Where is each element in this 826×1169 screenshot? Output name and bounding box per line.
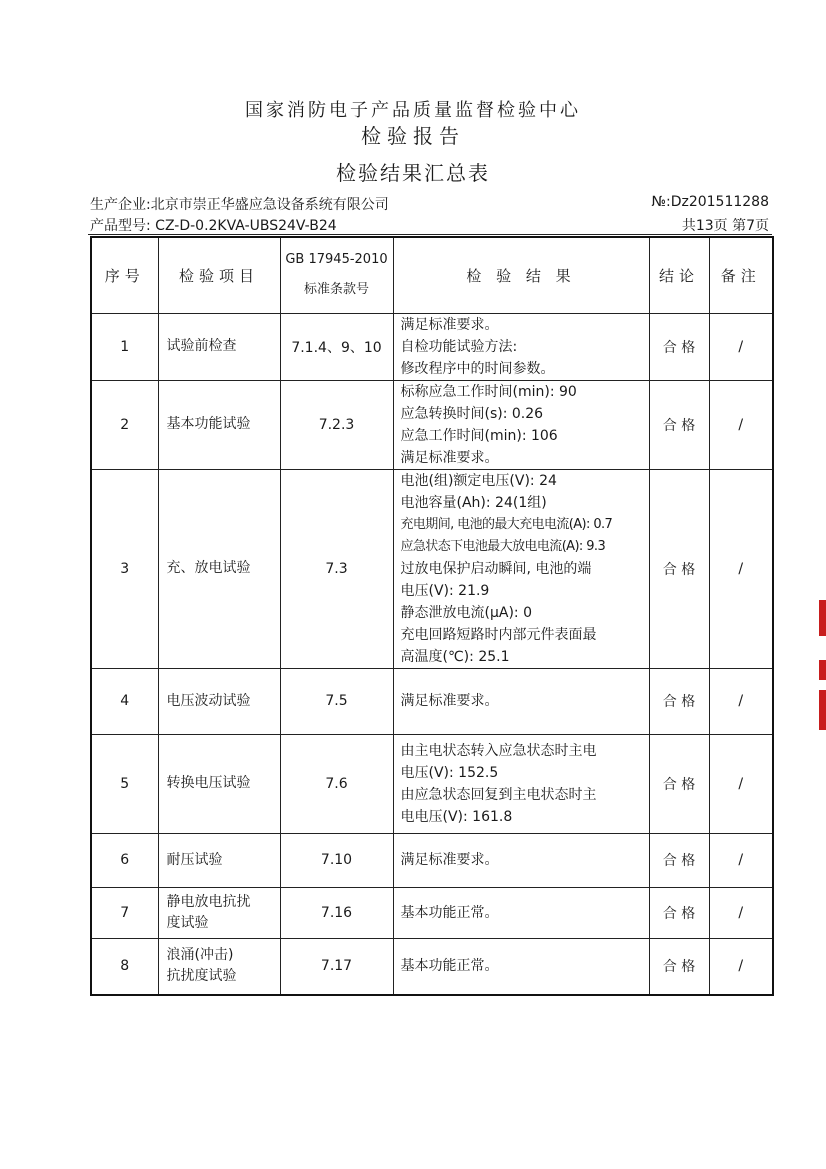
table-row: [91, 734, 773, 833]
cell-remark: /: [709, 380, 773, 469]
header-divider: [88, 234, 772, 235]
result-line: 电压(V): 152.5: [400, 764, 499, 781]
result-line: 满足标准要求。: [400, 852, 499, 868]
cell-item: [158, 380, 280, 469]
cell-conclusion: 合 格: [649, 380, 709, 469]
result-line: 电池容量(Ah): 24(1组): [400, 494, 547, 511]
cell-seq: 5: [91, 734, 158, 833]
cell-seq: 1: [91, 313, 158, 380]
result-line: 电池(组)额定电压(V): 24: [400, 472, 557, 489]
item-line: 抗扰度试验: [166, 968, 237, 985]
cell-remark: /: [709, 668, 773, 734]
result-line: 由主电状态转入应急状态时主电: [400, 742, 597, 759]
cell-item: [158, 887, 280, 938]
cell-item: [158, 313, 280, 380]
report-number: №:Dz201511288: [651, 194, 769, 210]
cell-result: [393, 887, 649, 938]
cell-conclusion: 合 格: [649, 313, 709, 380]
table-row: [91, 380, 773, 469]
cell-result: [393, 313, 649, 380]
header-result: 检 验 结 果: [393, 237, 649, 313]
result-line: 修改程序中的时间参数。: [400, 360, 555, 377]
cell-item: [158, 734, 280, 833]
cell-seq: 2: [91, 380, 158, 469]
cell-standard: 7.5: [280, 668, 393, 734]
result-line: 自检功能试验方法:: [400, 338, 518, 355]
result-line: 电压(V): 21.9: [400, 582, 490, 599]
header-remark: 备注: [709, 237, 773, 313]
table-row: [91, 938, 773, 995]
cell-result: [393, 938, 649, 995]
result-line: 应急工作时间(min): 106: [400, 427, 558, 444]
cell-seq: 7: [91, 887, 158, 938]
cell-standard: 7.2.3: [280, 380, 393, 469]
cell-standard: 7.10: [280, 833, 393, 887]
cell-standard: 7.1.4、9、10: [280, 313, 393, 380]
table-row: [91, 887, 773, 938]
result-line: 过放电保护启动瞬间, 电池的端: [400, 560, 592, 577]
table-body: [91, 313, 773, 995]
cell-result: [393, 833, 649, 887]
table-row: [91, 469, 773, 668]
table-row: [91, 668, 773, 734]
result-line: 基本功能正常。: [400, 904, 499, 921]
cell-remark: /: [709, 833, 773, 887]
cell-seq: 8: [91, 938, 158, 995]
item-line: 度试验: [166, 914, 209, 931]
item-line: 转换电压试验: [166, 775, 251, 791]
cell-standard: 7.16: [280, 887, 393, 938]
item-line: 静电放电抗扰: [166, 893, 251, 910]
item-line: 基本功能试验: [166, 416, 251, 432]
cell-seq: 4: [91, 668, 158, 734]
result-line: 充电期间, 电池的最大充电电流(A): 0.7: [400, 516, 613, 532]
cell-conclusion: 合 格: [649, 833, 709, 887]
cell-result: [393, 668, 649, 734]
header-standard-top: GB 17945-2010: [285, 252, 388, 268]
cell-standard: 7.6: [280, 734, 393, 833]
item-line: 耐压试验: [166, 851, 223, 868]
cell-conclusion: 合 格: [649, 469, 709, 668]
result-line: 电电压(V): 161.8: [400, 808, 513, 825]
producer-line: 生产企业:北京市崇正华盛应急设备系统有限公司: [90, 197, 389, 213]
table-row: [91, 833, 773, 887]
cell-remark: /: [709, 938, 773, 995]
result-line: 满足标准要求。: [400, 449, 499, 466]
cell-result: [393, 380, 649, 469]
header-seq: 序号: [91, 237, 158, 313]
table-row: [91, 313, 773, 380]
cell-remark: /: [709, 313, 773, 380]
result-line: 静态泄放电流(μA): 0: [400, 604, 532, 621]
result-line: 应急转换时间(s): 0.26: [400, 405, 544, 422]
cell-remark: /: [709, 469, 773, 668]
page-counter: 共13页 第7页: [681, 218, 769, 234]
model-line: 产品型号: CZ-D-0.2KVA-UBS24V-B24: [90, 218, 337, 234]
cell-conclusion: 合 格: [649, 668, 709, 734]
cell-item: [158, 938, 280, 995]
header-item: 检验项目: [158, 237, 280, 313]
table-header-row: [91, 237, 773, 313]
cell-remark: /: [709, 734, 773, 833]
result-line: 基本功能正常。: [400, 958, 499, 975]
cell-conclusion: 合 格: [649, 887, 709, 938]
cell-standard: 7.3: [280, 469, 393, 668]
results-table: [90, 236, 774, 996]
cell-seq: 3: [91, 469, 158, 668]
cell-conclusion: 合 格: [649, 938, 709, 995]
header-standard-bottom: 标准条款号: [303, 282, 369, 298]
cell-result: [393, 734, 649, 833]
result-line: 满足标准要求。: [400, 693, 499, 709]
item-line: 电压波动试验: [166, 692, 251, 709]
cell-remark: /: [709, 887, 773, 938]
cell-conclusion: 合 格: [649, 734, 709, 833]
item-line: 充、放电试验: [166, 560, 251, 576]
header-standard: [280, 237, 393, 313]
header-conclusion: 结论: [649, 237, 709, 313]
cell-seq: 6: [91, 833, 158, 887]
result-line: 标称应急工作时间(min): 90: [400, 383, 577, 400]
item-line: 浪涌(冲击): [166, 947, 234, 964]
cell-result: [393, 469, 649, 668]
result-line: 充电回路短路时内部元件表面最: [400, 626, 597, 643]
result-line: 由应急状态回复到主电状态时主: [400, 786, 597, 803]
item-line: 试验前检查: [166, 338, 237, 354]
cell-item: [158, 668, 280, 734]
result-line: 应急状态下电池最大放电电流(A): 9.3: [400, 538, 606, 554]
result-line: 高温度(℃): 25.1: [400, 648, 510, 665]
report-title: 检验报告: [361, 124, 465, 148]
edge-stamp-fragment: [818, 590, 826, 810]
summary-title: 检验结果汇总表: [336, 161, 490, 185]
organization-title: 国家消防电子产品质量监督检验中心: [245, 100, 581, 121]
result-line: 满足标准要求。: [400, 316, 499, 333]
cell-item: [158, 833, 280, 887]
cell-standard: 7.17: [280, 938, 393, 995]
cell-item: [158, 469, 280, 668]
